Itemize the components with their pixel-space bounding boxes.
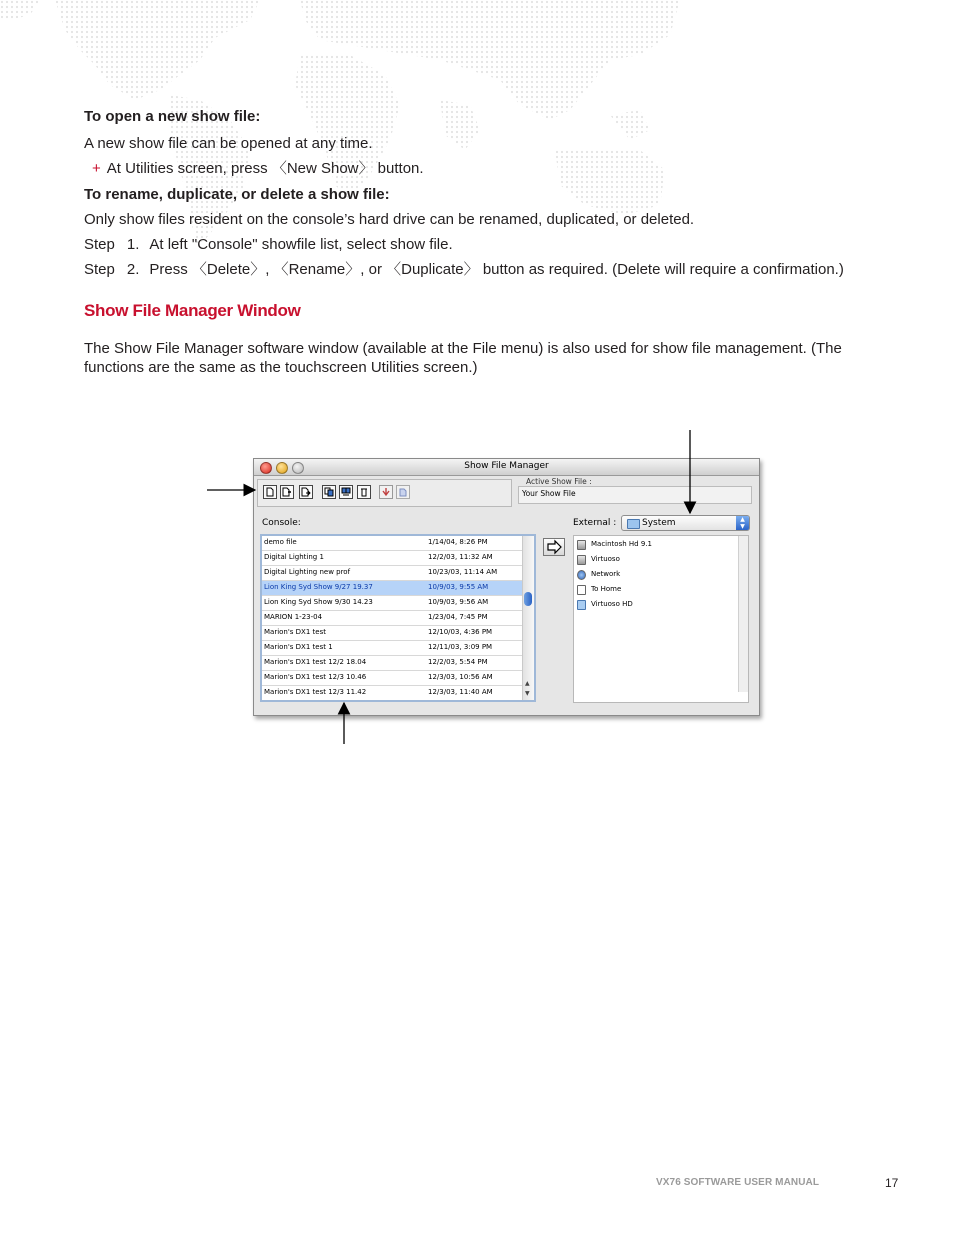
file-name: Marion's DX1 test — [264, 628, 326, 636]
file-date: 10/9/03, 9:55 AM — [428, 583, 489, 591]
open-show-bullet-text: At Utilities screen, press 〈New Show〉 button. — [106, 160, 424, 177]
step-number: 2. — [126, 261, 140, 278]
file-date: 12/3/03, 11:40 AM — [428, 688, 493, 696]
external-label: External : — [573, 518, 617, 528]
external-item-label: Network — [591, 570, 621, 578]
step-text: Press 〈Delete〉, 〈Rename〉, or 〈Duplicate〉 button as required. (Delete will require a confirmation.) — [149, 261, 844, 278]
open-show-heading: To open a new show file: — [84, 108, 261, 125]
open-show-description: A new show file can be opened at any time. — [84, 135, 373, 152]
step-number: 1. — [126, 236, 140, 253]
file-name: Lion King Syd Show 9/27 19.37 — [264, 583, 373, 591]
window-title: Show File Manager — [464, 461, 549, 471]
step-text: At left "Console" showfile list, select show file. — [149, 236, 453, 253]
external-item-label: Macintosh Hd 9.1 — [591, 540, 652, 548]
console-label: Console: — [262, 518, 301, 528]
external-item-label: To Home — [591, 585, 622, 593]
file-date: 10/23/03, 11:14 AM — [428, 568, 498, 576]
section-title: Show File Manager Window — [84, 301, 301, 320]
external-item-label: Virtuoso HD — [591, 600, 633, 608]
file-date: 12/11/03, 3:09 PM — [428, 643, 493, 651]
file-date: 1/14/04, 8:26 PM — [428, 538, 488, 546]
external-selected-value: System — [642, 518, 676, 528]
rename-show-heading: To rename, duplicate, or delete a show file: — [84, 186, 390, 203]
external-item-label: Virtuoso — [591, 555, 620, 563]
file-date: 10/9/03, 9:56 AM — [428, 598, 489, 606]
active-show-file-value: Your Show File — [522, 489, 576, 498]
file-date: 12/2/03, 11:32 AM — [428, 553, 493, 561]
file-date: 12/3/03, 10:56 AM — [428, 673, 493, 681]
file-name: Digital Lighting 1 — [264, 553, 324, 561]
file-menu-reference: File — [472, 340, 497, 357]
page-number: 17 — [885, 1176, 899, 1190]
file-name: Marion's DX1 test 12/3 10.46 — [264, 673, 367, 681]
bullet-plus-icon: + — [92, 160, 101, 177]
file-name: Lion King Syd Show 9/30 14.23 — [264, 598, 373, 606]
scroll-up-arrow-icon[interactable]: ▲ — [525, 680, 530, 687]
file-name: Marion's DX1 test 1 — [264, 643, 333, 651]
file-date: 12/10/03, 4:36 PM — [428, 628, 493, 636]
popup-arrows-icon: ▲ ▼ — [736, 516, 749, 530]
file-name: MARION 1-23-04 — [264, 613, 323, 621]
section-description-part: menu) is also used for show file management. (The functions are the same as the touchscreen Utilities screen.) — [84, 340, 842, 376]
file-name: Marion's DX1 test 12/2 18.04 — [264, 658, 367, 666]
file-name: Digital Lighting new prof — [264, 568, 351, 576]
file-date: 12/2/03, 5:54 PM — [428, 658, 488, 666]
step-label: Step — [84, 236, 115, 253]
file-name: demo file — [264, 538, 297, 546]
manual-title: VX76 SOFTWARE USER MANUAL — [656, 1177, 820, 1188]
active-show-file-label: Active Show File : — [526, 477, 592, 486]
scroll-down-arrow-icon[interactable]: ▼ — [525, 690, 530, 697]
file-date: 1/23/04, 7:45 PM — [428, 613, 488, 621]
rename-show-description: Only show files resident on the console’s hard drive can be renamed, duplicated, or deleted. — [84, 211, 695, 228]
section-description-part: The Show File Manager software window (available at the — [84, 340, 473, 357]
file-name: Marion's DX1 test 12/3 11.42 — [264, 688, 367, 696]
step-label: Step — [84, 261, 115, 278]
